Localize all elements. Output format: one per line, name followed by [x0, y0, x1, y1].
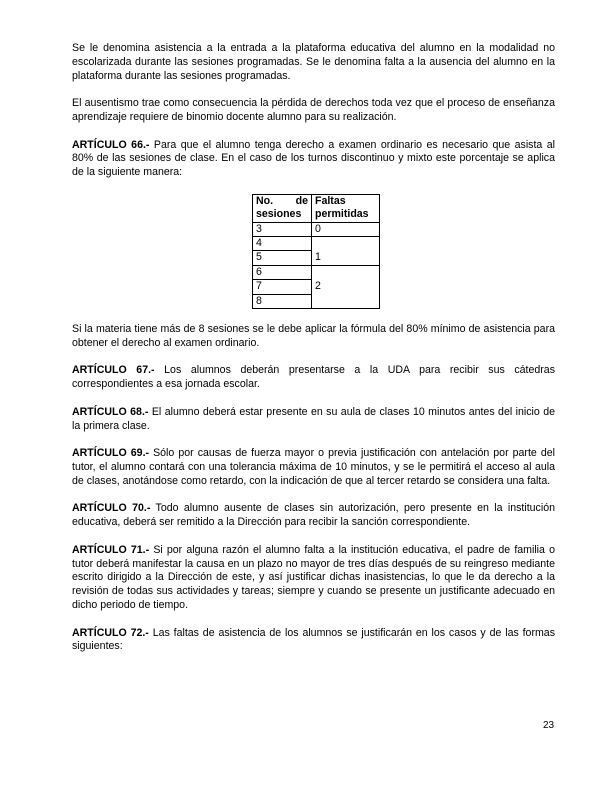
paragraph-formula-80: Si la materia tiene más de 8 sesiones se le debe aplicar la fórmula del 80% mínimo de asistencia para obtener el derecho al examen ordinario. [72, 323, 555, 349]
table-cell-sesiones: 6 [253, 265, 312, 279]
article-71-heading: ARTÍCULO 71.- [72, 543, 150, 556]
table-cell-sesiones: 3 [253, 222, 312, 236]
article-67 [72, 364, 555, 392]
table-row [253, 265, 380, 279]
table-row [253, 236, 380, 250]
header-sesiones-word-2: de [295, 194, 308, 207]
header-sesiones-word-3: sesiones [256, 208, 302, 221]
article-67-heading: ARTÍCULO 67.- [72, 364, 155, 377]
article-71-text: Si por alguna razón el alumno falta a la institución educativa, el padre de familia o tutor deberá manifestar la causa en un plazo no mayor de tres días después de su reingreso mediante escrito dirigido a la Dirección de este, y así justificar dichas inasistencias, lo que le da derecho a la revisión de todas sus actividades y tareas; siempre y cuando se presente un justificante adecuado en dicho periodo de tiempo. [72, 543, 555, 611]
article-68-text: El alumno deberá estar presente en su aula de clases 10 minutos antes del inicio de la primera clase. [72, 405, 555, 432]
paragraph-ausentismo: El ausentismo trae como consecuencia la pérdida de derechos toda vez que el proceso de enseñanza aprendizaje requiere de binomio docente alumno para su realización. [72, 97, 555, 123]
article-66 [72, 139, 555, 180]
article-67-text: Los alumnos deberán presentarse a la UDA para recibir sus cátedras correspondientes a esa jornada escolar. [72, 364, 555, 391]
table-cell-faltas: 2 [312, 265, 380, 308]
article-70 [72, 502, 555, 530]
table-cell-faltas: 1 [312, 236, 380, 265]
table-header-row [253, 194, 380, 222]
header-faltas [312, 194, 380, 222]
header-faltas-word-2: permitidas [315, 208, 369, 221]
article-72-text: Las faltas de asistencia de los alumnos se justificarán en los casos y de las formas siguientes: [72, 626, 555, 653]
article-68-heading: ARTÍCULO 68.- [72, 405, 149, 418]
header-faltas-word-1: Faltas [315, 194, 346, 207]
table-cell-sesiones: 8 [253, 294, 312, 308]
table-cell-sesiones: 7 [253, 280, 312, 294]
table-row [253, 222, 380, 236]
page-body [72, 42, 555, 654]
article-66-text: Para que el alumno tenga derecho a examen ordinario es necesario que asista al 80% de las sesiones de clase. En el caso de los turnos discontinuo y mixto este porcentaje se aplica de la siguiente manera: [72, 138, 555, 179]
article-66-heading: ARTÍCULO 66.- [72, 138, 150, 151]
faltas-table-container [252, 194, 380, 309]
page-number: 23 [543, 720, 555, 731]
paragraph-asistencia-definicion: Se le denomina asistencia a la entrada a la plataforma educativa del alumno en la modalidad no escolarizada durante las sesiones programadas. Se le denomina falta a la ausencia del alumno en la plataforma durante las sesiones programadas. [72, 42, 555, 82]
article-71 [72, 544, 555, 613]
article-70-heading: ARTÍCULO 70.- [72, 502, 151, 515]
article-72-heading: ARTÍCULO 72.- [72, 626, 149, 639]
table-cell-faltas: 0 [312, 222, 380, 236]
article-69-heading: ARTÍCULO 69.- [72, 447, 150, 460]
article-72 [72, 627, 555, 655]
faltas-table [252, 194, 380, 309]
article-69-text: Sólo por causas de fuerza mayor o previa justificación con antelación por parte del tutor, el alumno contará con una tolerancia máxima de 10 minutos, y se le permitirá el acceso al aula de clases, anotándose como retardo, con la indicación de que al tercer retardo se considera una falta. [72, 447, 555, 487]
header-sesiones [253, 194, 312, 222]
header-sesiones-word-1: No. [256, 194, 274, 207]
article-70-text: Todo alumno ausente de clases sin autorización, pero presente en la institución educativa, deberá ser remitido a la Dirección para recibir la sanción correspondiente. [72, 502, 555, 529]
table-cell-sesiones: 4 [253, 236, 312, 250]
article-69 [72, 447, 555, 488]
article-68 [72, 406, 555, 434]
table-cell-sesiones: 5 [253, 251, 312, 265]
